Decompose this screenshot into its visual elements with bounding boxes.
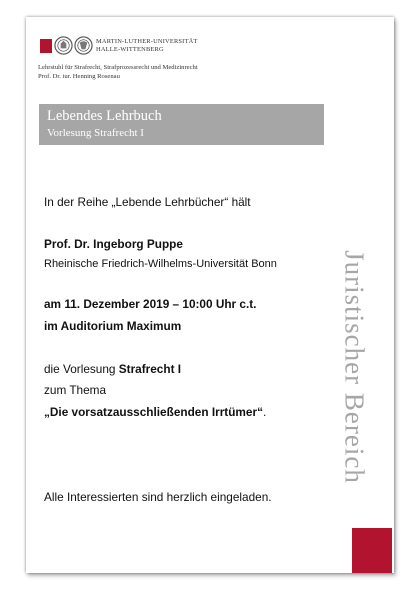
side-label [339, 217, 369, 517]
accent-block [352, 528, 392, 573]
side-label-text: Juristischer Bereich [339, 250, 370, 484]
event-date-time: am 11. Dezember 2019 – 10:00 Uhr c.t. [44, 297, 257, 311]
topic-line [44, 405, 266, 419]
title-banner [39, 104, 324, 145]
lecture-prefix: die Vorlesung [44, 362, 119, 376]
banner-subtitle: Vorlesung Strafrecht I [47, 127, 144, 139]
lecture-line [44, 362, 181, 376]
event-location: im Auditorium Maximum [44, 319, 182, 333]
intro-text: In der Reihe „Lebende Lehrbücher“ hält [44, 195, 251, 209]
banner-title: Lebendes Lehrbuch [47, 108, 162, 124]
poster-page [26, 17, 394, 573]
university-seal-icon [54, 36, 73, 55]
speaker-affiliation: Rheinische Friedrich-Wilhelms-Universität Bonn [44, 258, 277, 270]
chair-info: Lehrstuhl für Strafrecht, Strafprozessrecht und Medizinrecht Prof. Dr. iur. Henning Rosenau [38, 64, 198, 80]
speaker-name: Prof. Dr. Ingeborg Puppe [44, 237, 183, 251]
topic-suffix: . [262, 405, 267, 419]
lecture-name: Strafrecht I [118, 362, 182, 376]
university-crest-icon [74, 36, 93, 55]
topic-title: „Die vorsatzausschließenden Irrtümer“ [44, 405, 263, 419]
university-name: MARTIN-LUTHER-UNIVERSITÄT HALLE-WITTENBERG [96, 38, 198, 53]
invitation-text: Alle Interessierten sind herzlich eingeladen. [44, 490, 272, 504]
logo-red-bar [40, 39, 52, 53]
topic-label: zum Thema [44, 383, 107, 397]
